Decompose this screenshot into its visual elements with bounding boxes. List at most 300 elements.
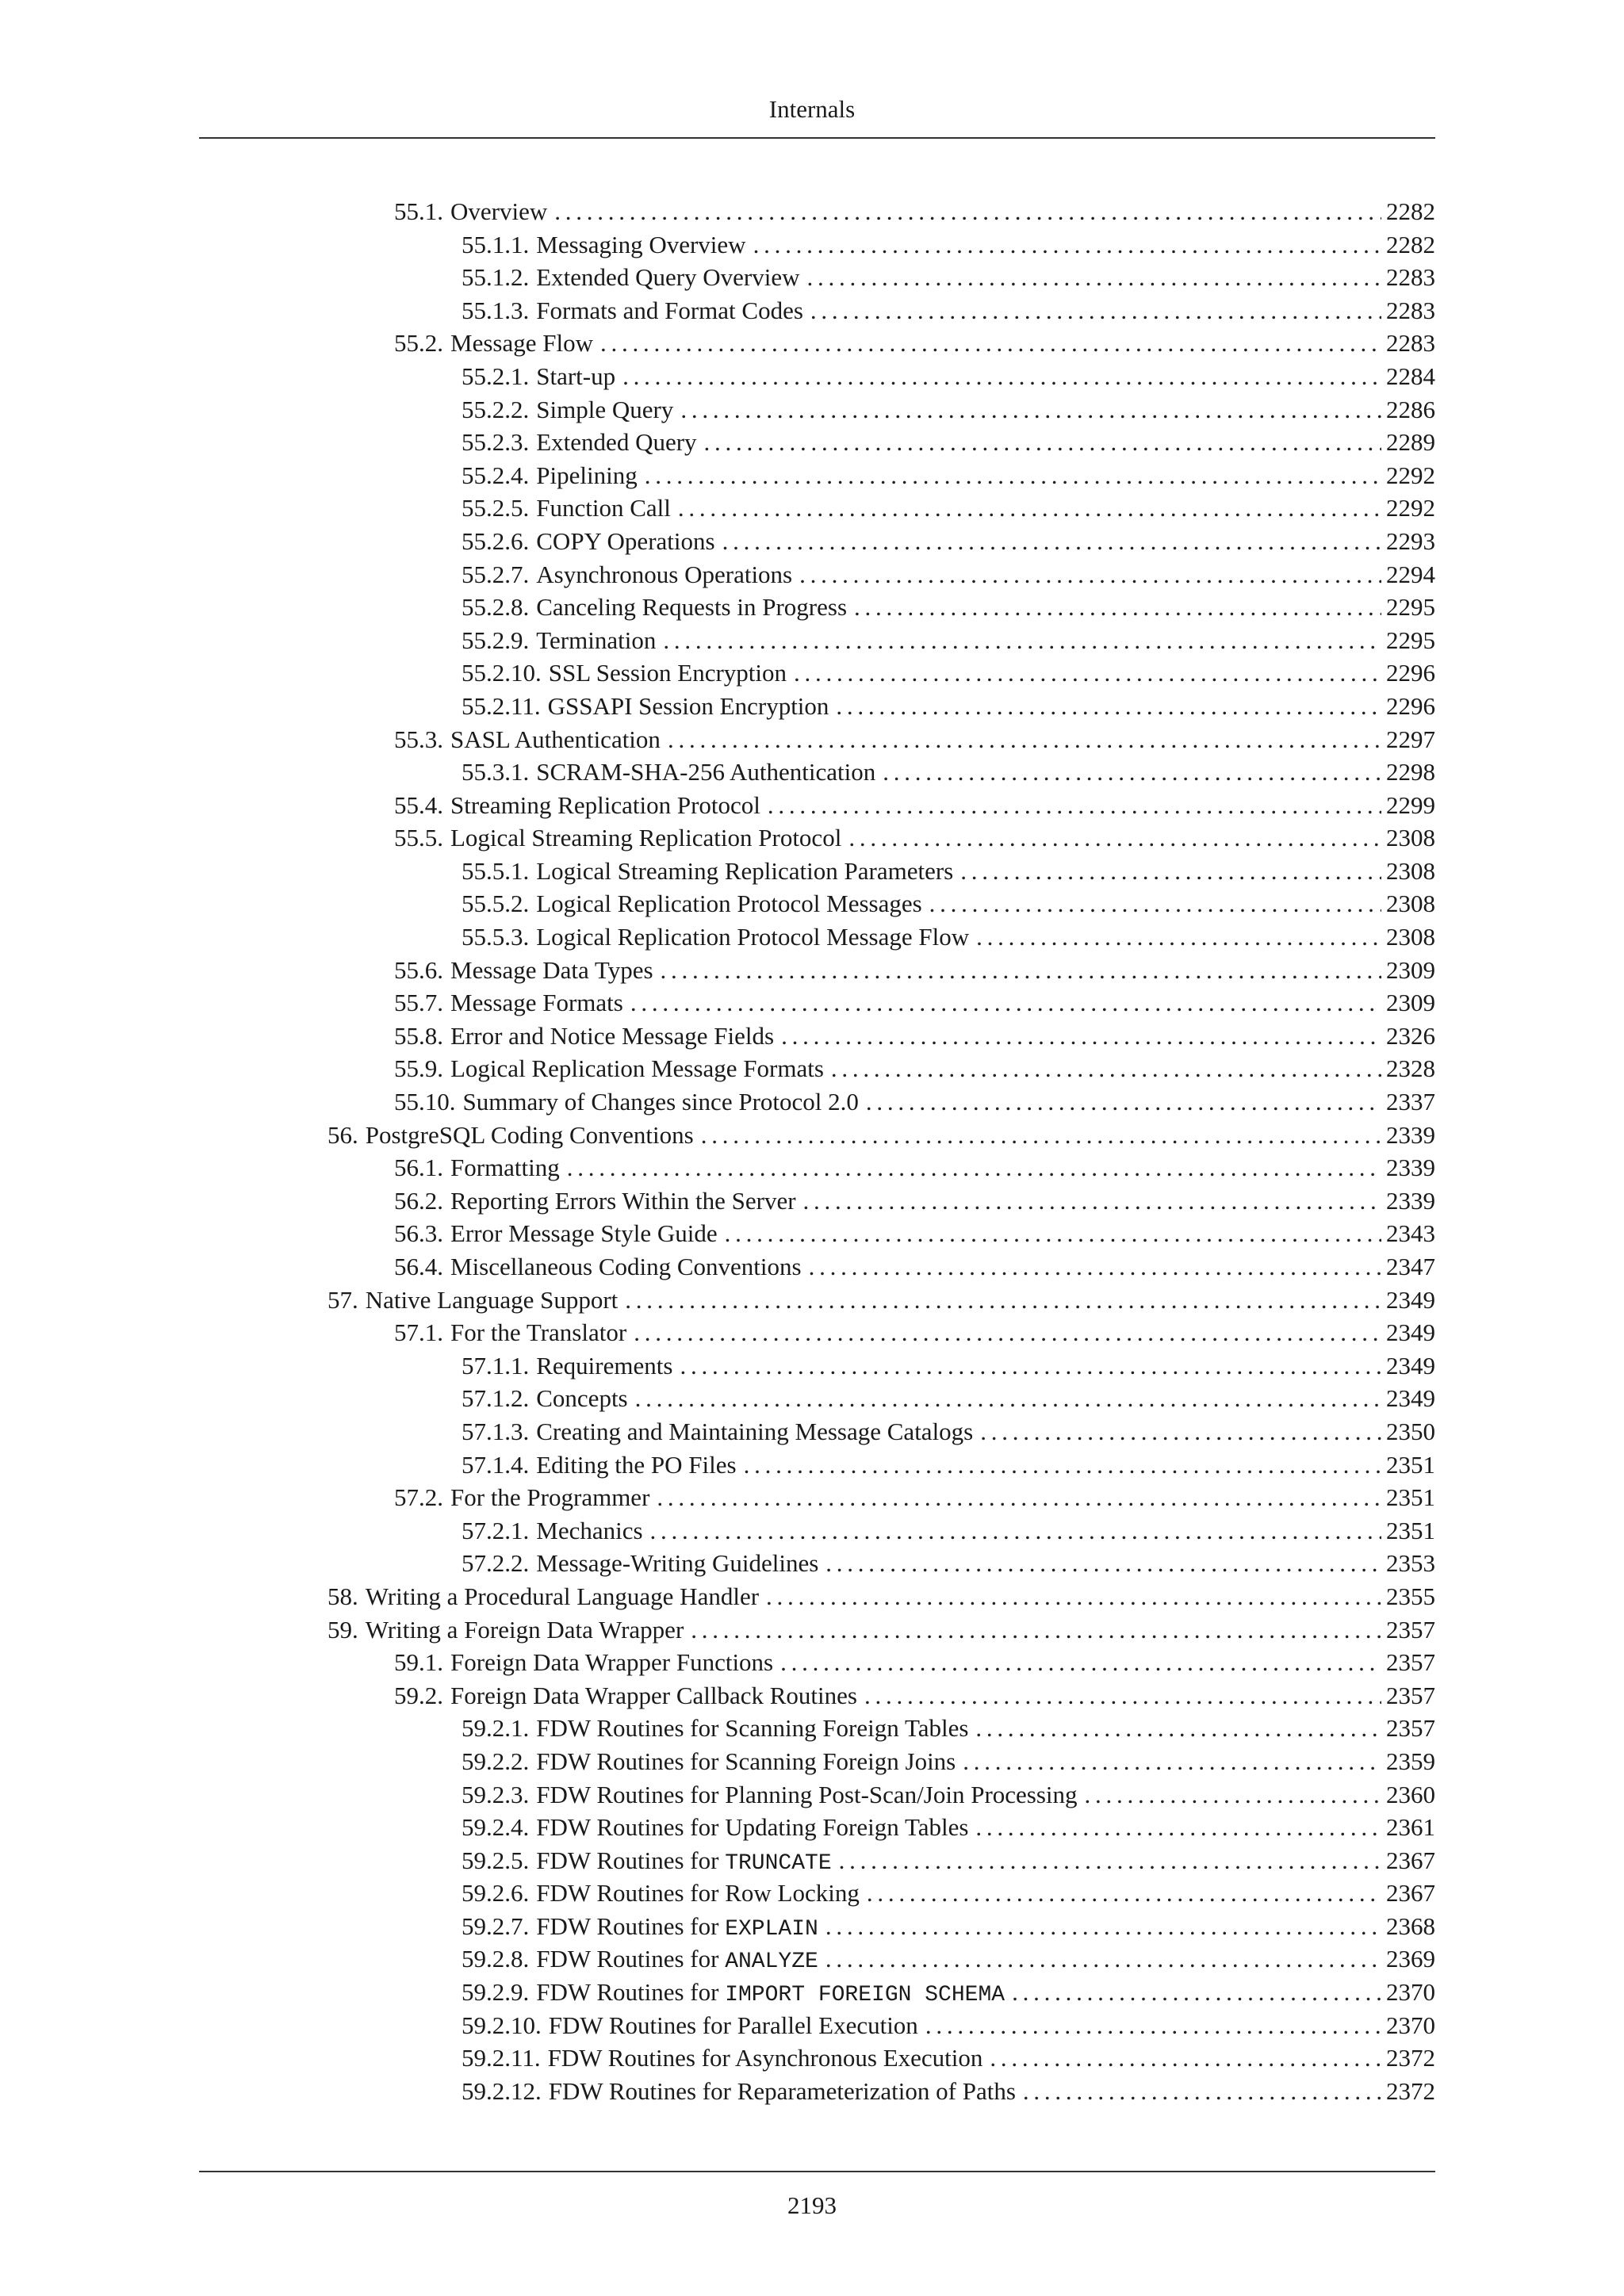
dot-leader bbox=[794, 656, 1381, 690]
toc-row bbox=[0, 360, 1624, 393]
dot-leader bbox=[781, 1020, 1381, 1053]
footer-rule bbox=[199, 2171, 1435, 2172]
toc-entry-page: 2339 bbox=[1386, 1154, 1435, 1182]
toc-entry-number: 55.10. bbox=[394, 1088, 456, 1116]
toc-entry-link[interactable] bbox=[394, 1679, 1435, 1712]
toc-entry-title-text: Simple Query bbox=[536, 395, 674, 423]
toc-row bbox=[0, 591, 1624, 624]
toc-entry-code: TRUNCATE bbox=[725, 1850, 832, 1876]
toc-entry-title-text: Logical Replication Protocol Message Flow bbox=[536, 923, 970, 951]
toc-entry-title-text: FDW Routines for Updating Foreign Tables bbox=[536, 1813, 969, 1842]
dot-leader bbox=[691, 1613, 1381, 1647]
toc-entry-number: 59.2.11. bbox=[462, 2044, 541, 2072]
toc-entry-page: 2370 bbox=[1386, 1978, 1435, 2007]
toc-entry-title bbox=[450, 1679, 864, 1712]
toc-entry-link[interactable] bbox=[462, 1976, 1435, 2009]
toc-entry-page: 2372 bbox=[1386, 2044, 1435, 2072]
toc-entry-link[interactable] bbox=[462, 1745, 1435, 1778]
toc-entry-link[interactable] bbox=[462, 1448, 1435, 1482]
dot-leader bbox=[680, 393, 1381, 427]
toc-row bbox=[0, 1481, 1624, 1514]
toc-entry-page: 2296 bbox=[1386, 691, 1435, 720]
toc-entry-link[interactable] bbox=[462, 426, 1435, 459]
toc-entry-title-text: Overview bbox=[450, 197, 548, 225]
toc-entry-link[interactable] bbox=[462, 1910, 1435, 1943]
toc-entry-link[interactable] bbox=[394, 1646, 1435, 1679]
toc-entry-page: 2357 bbox=[1386, 1681, 1435, 1709]
toc-entry-title-text: Function Call bbox=[536, 494, 671, 522]
dot-leader bbox=[854, 591, 1381, 624]
toc-entry-title bbox=[536, 558, 799, 591]
dot-leader bbox=[661, 954, 1381, 987]
dot-leader bbox=[807, 261, 1381, 294]
dot-leader bbox=[975, 1712, 1381, 1745]
toc-entry-number: 55.5.2. bbox=[462, 890, 530, 918]
toc-entry-title bbox=[548, 2042, 990, 2075]
toc-entry-page: 2309 bbox=[1386, 989, 1435, 1017]
toc-row bbox=[0, 1448, 1624, 1482]
toc-row bbox=[0, 525, 1624, 558]
dot-leader bbox=[678, 492, 1381, 525]
toc-entry-number: 57.2.2. bbox=[462, 1549, 530, 1578]
toc-entry-number: 57.1.2. bbox=[462, 1384, 530, 1413]
toc-entry-title bbox=[536, 360, 622, 393]
toc-entry-page: 2350 bbox=[1386, 1417, 1435, 1445]
toc-entry-number: 55.5. bbox=[394, 824, 443, 852]
toc-entry-title-text: FDW Routines for bbox=[536, 1945, 719, 1973]
toc-entry-title bbox=[536, 1448, 743, 1482]
toc-entry-link[interactable] bbox=[462, 525, 1435, 558]
toc-row bbox=[0, 294, 1624, 327]
toc-entry-link[interactable] bbox=[394, 954, 1435, 987]
toc-entry-number: 57.1.4. bbox=[462, 1450, 530, 1479]
toc-entry-title bbox=[536, 1877, 867, 1910]
toc-entry-title bbox=[536, 1811, 975, 1844]
toc-entry-number: 55.6. bbox=[394, 955, 443, 984]
toc-entry-number: 56.1. bbox=[394, 1154, 443, 1182]
dot-leader bbox=[645, 459, 1381, 492]
toc-entry-number: 59.2.10. bbox=[462, 2011, 542, 2039]
toc-entry-link[interactable] bbox=[394, 1020, 1435, 1053]
dot-leader bbox=[663, 624, 1381, 657]
dot-leader bbox=[722, 525, 1381, 558]
toc-entry-link[interactable] bbox=[394, 723, 1435, 756]
toc-entry-title-text: Message Flow bbox=[450, 329, 593, 358]
toc-row bbox=[0, 789, 1624, 822]
dot-leader bbox=[810, 294, 1381, 327]
toc-row bbox=[0, 2075, 1624, 2108]
page-header-title: Internals bbox=[768, 95, 856, 123]
toc-entry-link[interactable] bbox=[462, 887, 1435, 920]
toc-row bbox=[0, 558, 1624, 591]
toc-entry-title-text: Logical Replication Message Formats bbox=[450, 1054, 824, 1083]
toc-entry-code: ANALYZE bbox=[725, 1950, 818, 1975]
toc-entry-link[interactable] bbox=[462, 294, 1435, 327]
toc-entry-page: 2370 bbox=[1386, 2011, 1435, 2039]
toc-entry-title bbox=[450, 195, 554, 228]
toc-row bbox=[0, 887, 1624, 920]
toc-entry-number: 55.2.8. bbox=[462, 593, 530, 622]
toc-entry-page: 2328 bbox=[1386, 1054, 1435, 1083]
toc-entry-title bbox=[536, 756, 883, 789]
toc-row bbox=[0, 723, 1624, 756]
toc-entry-title bbox=[450, 1184, 803, 1218]
dot-leader bbox=[622, 360, 1381, 393]
toc-entry-title bbox=[536, 1976, 1012, 2012]
toc-entry-link[interactable] bbox=[462, 558, 1435, 591]
toc-entry-number: 56.2. bbox=[394, 1186, 443, 1215]
toc-entry-title bbox=[536, 1745, 963, 1778]
toc-entry-title bbox=[450, 1316, 634, 1349]
toc-entry-number: 55.9. bbox=[394, 1054, 443, 1083]
toc-entry-title-text: Writing a Foreign Data Wrapper bbox=[365, 1615, 684, 1644]
toc-entry-link[interactable] bbox=[394, 195, 1435, 228]
toc-entry-link[interactable] bbox=[394, 1151, 1435, 1184]
toc-entry-page: 2286 bbox=[1386, 395, 1435, 423]
toc-entry-page: 2339 bbox=[1386, 1186, 1435, 1215]
toc-entry-number: 59.2.1. bbox=[462, 1714, 530, 1743]
toc-entry-link[interactable] bbox=[394, 821, 1435, 855]
toc-entry-number: 55.5.1. bbox=[462, 856, 530, 885]
toc-entry-title bbox=[536, 228, 753, 262]
toc-entry-title bbox=[450, 327, 600, 360]
toc-entry-page: 2351 bbox=[1386, 1450, 1435, 1479]
toc-entry-number: 59.2.9. bbox=[462, 1978, 530, 2007]
dot-leader bbox=[929, 887, 1381, 920]
dot-leader bbox=[725, 1217, 1381, 1250]
dot-leader bbox=[634, 1316, 1381, 1349]
toc-row bbox=[0, 492, 1624, 525]
toc-entry-title bbox=[450, 1481, 657, 1514]
toc-entry-title-text: Logical Replication Protocol Messages bbox=[536, 890, 922, 918]
toc-entry-title bbox=[450, 723, 668, 756]
toc-entry-number: 59.2.6. bbox=[462, 1879, 530, 1908]
toc-entry-link[interactable] bbox=[462, 1514, 1435, 1548]
toc-entry-link[interactable] bbox=[394, 1250, 1435, 1284]
toc-entry-number: 59.2.4. bbox=[462, 1813, 530, 1842]
toc-row bbox=[0, 1085, 1624, 1119]
toc-entry-title-text: Pipelining bbox=[536, 461, 638, 489]
toc-entry-link[interactable] bbox=[462, 855, 1435, 888]
toc-entry-title bbox=[450, 1052, 831, 1085]
toc-entry-link[interactable] bbox=[462, 920, 1435, 954]
toc-entry-title-text: Start-up bbox=[536, 362, 616, 390]
toc-entry-page: 2283 bbox=[1386, 329, 1435, 358]
toc-entry-title-text: FDW Routines for Row Locking bbox=[536, 1879, 860, 1908]
toc-entry-title-text: Asynchronous Operations bbox=[536, 560, 793, 588]
toc-entry-link[interactable] bbox=[462, 1349, 1435, 1383]
toc-entry-page: 2308 bbox=[1386, 923, 1435, 951]
toc-entry-page: 2308 bbox=[1386, 824, 1435, 852]
toc-entry-number: 55.2.5. bbox=[462, 494, 530, 522]
toc-entry-title bbox=[536, 1712, 975, 1745]
toc-entry-link[interactable] bbox=[462, 1778, 1435, 1812]
toc-entry-link[interactable] bbox=[394, 1085, 1435, 1119]
toc-entry-title-text: Extended Query bbox=[536, 428, 697, 457]
toc-entry-page: 2357 bbox=[1386, 1648, 1435, 1677]
toc-entry-link[interactable] bbox=[327, 1119, 1435, 1152]
dot-leader bbox=[650, 1514, 1381, 1548]
dot-leader bbox=[825, 1547, 1381, 1580]
toc-row bbox=[0, 756, 1624, 789]
toc-entry-number: 59.1. bbox=[394, 1648, 443, 1677]
toc-entry-title-text: Logical Streaming Replication Parameters bbox=[536, 856, 954, 885]
toc-row bbox=[0, 920, 1624, 954]
dot-leader bbox=[866, 1085, 1381, 1119]
toc-entry-title bbox=[536, 1844, 838, 1881]
dot-leader bbox=[825, 1942, 1381, 1976]
table-of-contents bbox=[0, 195, 1624, 2107]
toc-entry-link[interactable] bbox=[462, 2042, 1435, 2075]
toc-entry-page: 2298 bbox=[1386, 758, 1435, 786]
toc-row bbox=[0, 1382, 1624, 1415]
dot-leader bbox=[657, 1481, 1381, 1514]
dot-leader bbox=[753, 228, 1381, 262]
toc-entry-title-text: Mechanics bbox=[536, 1516, 643, 1544]
dot-leader bbox=[1085, 1778, 1381, 1812]
toc-row bbox=[0, 1580, 1624, 1613]
toc-row bbox=[0, 2042, 1624, 2075]
toc-entry-title bbox=[450, 789, 768, 822]
toc-entry-title-text: SCRAM-SHA-256 Authentication bbox=[536, 758, 876, 786]
dot-leader bbox=[630, 986, 1381, 1020]
toc-entry-link[interactable] bbox=[462, 1811, 1435, 1844]
toc-entry-link[interactable] bbox=[462, 360, 1435, 393]
toc-entry-title-text: Creating and Maintaining Message Catalogs bbox=[536, 1417, 974, 1445]
toc-entry-link[interactable] bbox=[394, 1316, 1435, 1349]
toc-entry-title-text: Messaging Overview bbox=[536, 230, 746, 258]
toc-entry-link[interactable] bbox=[394, 986, 1435, 1020]
toc-entry-link[interactable] bbox=[462, 690, 1435, 723]
toc-entry-title-text: Concepts bbox=[536, 1384, 628, 1413]
toc-entry-title-text: Requirements bbox=[536, 1351, 673, 1380]
toc-entry-link[interactable] bbox=[462, 2009, 1435, 2042]
dot-leader bbox=[803, 1184, 1381, 1218]
toc-entry-link[interactable] bbox=[462, 2075, 1435, 2108]
toc-entry-page: 2359 bbox=[1386, 1747, 1435, 1775]
toc-entry-number: 57.2. bbox=[394, 1483, 443, 1512]
toc-entry-page: 2357 bbox=[1386, 1714, 1435, 1743]
toc-entry-link[interactable] bbox=[394, 1217, 1435, 1250]
toc-entry-title-text: GSSAPI Session Encryption bbox=[547, 691, 829, 720]
toc-entry-link[interactable] bbox=[394, 1481, 1435, 1514]
toc-entry-title-text: Message Data Types bbox=[450, 955, 653, 984]
dot-leader bbox=[799, 558, 1381, 591]
toc-entry-link[interactable] bbox=[462, 393, 1435, 427]
toc-entry-link[interactable] bbox=[394, 789, 1435, 822]
toc-row bbox=[0, 624, 1624, 657]
toc-entry-link[interactable] bbox=[462, 492, 1435, 525]
toc-entry-title bbox=[536, 1547, 825, 1580]
toc-entry-page: 2353 bbox=[1386, 1549, 1435, 1578]
toc-entry-page: 2308 bbox=[1386, 856, 1435, 885]
toc-entry-title-text: Extended Query Overview bbox=[536, 263, 800, 292]
toc-entry-link[interactable] bbox=[462, 228, 1435, 262]
dot-leader bbox=[960, 855, 1381, 888]
toc-entry-link[interactable] bbox=[327, 1613, 1435, 1647]
toc-entry-title-text: Message-Writing Guidelines bbox=[536, 1549, 819, 1578]
toc-entry-page: 2296 bbox=[1386, 659, 1435, 687]
toc-entry-title bbox=[450, 986, 630, 1020]
toc-row bbox=[0, 1514, 1624, 1548]
toc-row bbox=[0, 1646, 1624, 1679]
toc-entry-number: 55.2.4. bbox=[462, 461, 530, 489]
dot-leader bbox=[976, 920, 1381, 954]
toc-row bbox=[0, 195, 1624, 228]
dot-leader bbox=[825, 1910, 1381, 1943]
toc-row bbox=[0, 1415, 1624, 1448]
toc-entry-page: 2347 bbox=[1386, 1253, 1435, 1280]
toc-entry-page: 2367 bbox=[1386, 1846, 1435, 1874]
toc-entry-page: 2309 bbox=[1386, 955, 1435, 984]
toc-entry-title bbox=[536, 1415, 980, 1448]
toc-row bbox=[0, 1349, 1624, 1383]
toc-entry-title-text: Error Message Style Guide bbox=[450, 1219, 718, 1248]
dot-leader bbox=[701, 1119, 1381, 1152]
toc-entry-link[interactable] bbox=[394, 327, 1435, 360]
toc-entry-page: 2283 bbox=[1386, 263, 1435, 292]
toc-entry-page: 2282 bbox=[1386, 230, 1435, 258]
toc-entry-title-text: SSL Session Encryption bbox=[548, 659, 787, 687]
toc-entry-link[interactable] bbox=[394, 1052, 1435, 1085]
toc-entry-number: 56.4. bbox=[394, 1253, 443, 1280]
toc-entry-number: 55.2. bbox=[394, 329, 443, 358]
toc-entry-title bbox=[450, 821, 848, 855]
dot-leader bbox=[990, 2042, 1381, 2075]
toc-entry-title bbox=[536, 393, 680, 427]
toc-entry-title bbox=[536, 525, 722, 558]
toc-entry-title bbox=[536, 1910, 825, 1946]
toc-row bbox=[0, 1184, 1624, 1218]
toc-entry-title-text: FDW Routines for Planning Post-Scan/Join Processing bbox=[536, 1780, 1078, 1808]
toc-row bbox=[0, 1745, 1624, 1778]
toc-entry-title-text: FDW Routines for bbox=[536, 1846, 719, 1874]
toc-row bbox=[0, 1547, 1624, 1580]
toc-row bbox=[0, 1844, 1624, 1877]
toc-row bbox=[0, 1151, 1624, 1184]
toc-entry-page: 2308 bbox=[1386, 890, 1435, 918]
toc-entry-title-text: Logical Streaming Replication Protocol bbox=[450, 824, 842, 852]
toc-entry-page: 2289 bbox=[1386, 428, 1435, 457]
toc-row bbox=[0, 1877, 1624, 1910]
dot-leader bbox=[1012, 1976, 1381, 2009]
toc-entry-number: 55.2.9. bbox=[462, 626, 530, 654]
toc-row bbox=[0, 1778, 1624, 1812]
toc-row bbox=[0, 1811, 1624, 1844]
dot-leader bbox=[625, 1284, 1381, 1317]
toc-entry-number: 55.1.1. bbox=[462, 230, 530, 258]
toc-row bbox=[0, 855, 1624, 888]
toc-entry-number: 58. bbox=[327, 1582, 358, 1610]
toc-entry-link[interactable] bbox=[462, 1415, 1435, 1448]
dot-leader bbox=[848, 821, 1381, 855]
toc-entry-link[interactable] bbox=[462, 1877, 1435, 1910]
toc-entry-title-text: FDW Routines for bbox=[536, 1978, 719, 2007]
toc-entry-page: 2361 bbox=[1386, 1813, 1435, 1842]
toc-row bbox=[0, 1316, 1624, 1349]
toc-entry-number: 59.2.12. bbox=[462, 2076, 542, 2105]
toc-entry-number: 55.2.1. bbox=[462, 362, 530, 390]
toc-entry-number: 55.2.11. bbox=[462, 691, 541, 720]
toc-entry-link[interactable] bbox=[462, 591, 1435, 624]
toc-entry-title bbox=[366, 1284, 626, 1317]
toc-entry-link[interactable] bbox=[394, 1184, 1435, 1218]
toc-entry-page: 2297 bbox=[1386, 725, 1435, 753]
toc-entry-link[interactable] bbox=[462, 624, 1435, 657]
dot-leader bbox=[554, 195, 1381, 228]
toc-entry-link[interactable] bbox=[462, 459, 1435, 492]
toc-entry-page: 2337 bbox=[1386, 1088, 1435, 1116]
toc-entry-link[interactable] bbox=[462, 1382, 1435, 1415]
dot-leader bbox=[975, 1811, 1381, 1844]
toc-entry-page: 2351 bbox=[1386, 1516, 1435, 1544]
toc-entry-title-text: Formatting bbox=[450, 1154, 560, 1182]
toc-entry-number: 55.2.6. bbox=[462, 526, 530, 555]
toc-entry-number: 55.4. bbox=[394, 790, 443, 819]
toc-row bbox=[0, 1976, 1624, 2009]
toc-entry-number: 59.2. bbox=[394, 1681, 443, 1709]
toc-entry-page: 2343 bbox=[1386, 1219, 1435, 1248]
toc-entry-page: 2349 bbox=[1386, 1285, 1435, 1314]
toc-entry-link[interactable] bbox=[462, 656, 1435, 690]
dot-leader bbox=[635, 1382, 1381, 1415]
toc-entry-link[interactable] bbox=[462, 1712, 1435, 1745]
toc-entry-title bbox=[536, 887, 929, 920]
dot-leader bbox=[600, 327, 1381, 360]
toc-entry-title-text: PostgreSQL Coding Conventions bbox=[365, 1120, 694, 1149]
toc-entry-number: 56.3. bbox=[394, 1219, 443, 1248]
toc-entry-number: 55.1. bbox=[394, 197, 443, 225]
toc-entry-title bbox=[463, 1085, 866, 1119]
toc-row bbox=[0, 1217, 1624, 1250]
toc-row bbox=[0, 426, 1624, 459]
dot-leader bbox=[809, 1250, 1381, 1284]
toc-entry-page: 2299 bbox=[1386, 790, 1435, 819]
toc-entry-page: 2349 bbox=[1386, 1351, 1435, 1380]
toc-entry-link[interactable] bbox=[462, 1942, 1435, 1976]
toc-entry-link[interactable] bbox=[462, 1844, 1435, 1877]
toc-entry-title bbox=[536, 426, 703, 459]
dot-leader bbox=[768, 789, 1381, 822]
toc-row bbox=[0, 954, 1624, 987]
toc-entry-link[interactable] bbox=[462, 1547, 1435, 1580]
toc-entry-number: 55.2.7. bbox=[462, 560, 530, 588]
toc-entry-title-text: For the Translator bbox=[450, 1318, 627, 1347]
dot-leader bbox=[680, 1349, 1381, 1383]
toc-entry-link[interactable] bbox=[327, 1284, 1435, 1317]
toc-entry-title bbox=[536, 1382, 634, 1415]
dot-leader bbox=[839, 1844, 1381, 1877]
toc-entry-title bbox=[536, 920, 976, 954]
toc-entry-page: 2351 bbox=[1386, 1483, 1435, 1512]
dot-leader bbox=[704, 426, 1381, 459]
toc-entry-title bbox=[366, 1613, 691, 1647]
toc-entry-page: 2339 bbox=[1386, 1120, 1435, 1149]
toc-row bbox=[0, 1679, 1624, 1712]
toc-entry-link[interactable] bbox=[327, 1580, 1435, 1613]
toc-entry-number: 57.1. bbox=[394, 1318, 443, 1347]
toc-entry-link[interactable] bbox=[462, 756, 1435, 789]
toc-entry-title bbox=[536, 591, 854, 624]
toc-entry-page: 2357 bbox=[1386, 1615, 1435, 1644]
toc-entry-page: 2295 bbox=[1386, 593, 1435, 622]
toc-entry-page: 2349 bbox=[1386, 1318, 1435, 1347]
toc-entry-title bbox=[549, 656, 794, 690]
toc-entry-link[interactable] bbox=[462, 261, 1435, 294]
toc-entry-page: 2355 bbox=[1386, 1582, 1435, 1610]
toc-entry-number: 55.2.2. bbox=[462, 395, 530, 423]
toc-entry-title-text: Reporting Errors Within the Server bbox=[450, 1186, 796, 1215]
